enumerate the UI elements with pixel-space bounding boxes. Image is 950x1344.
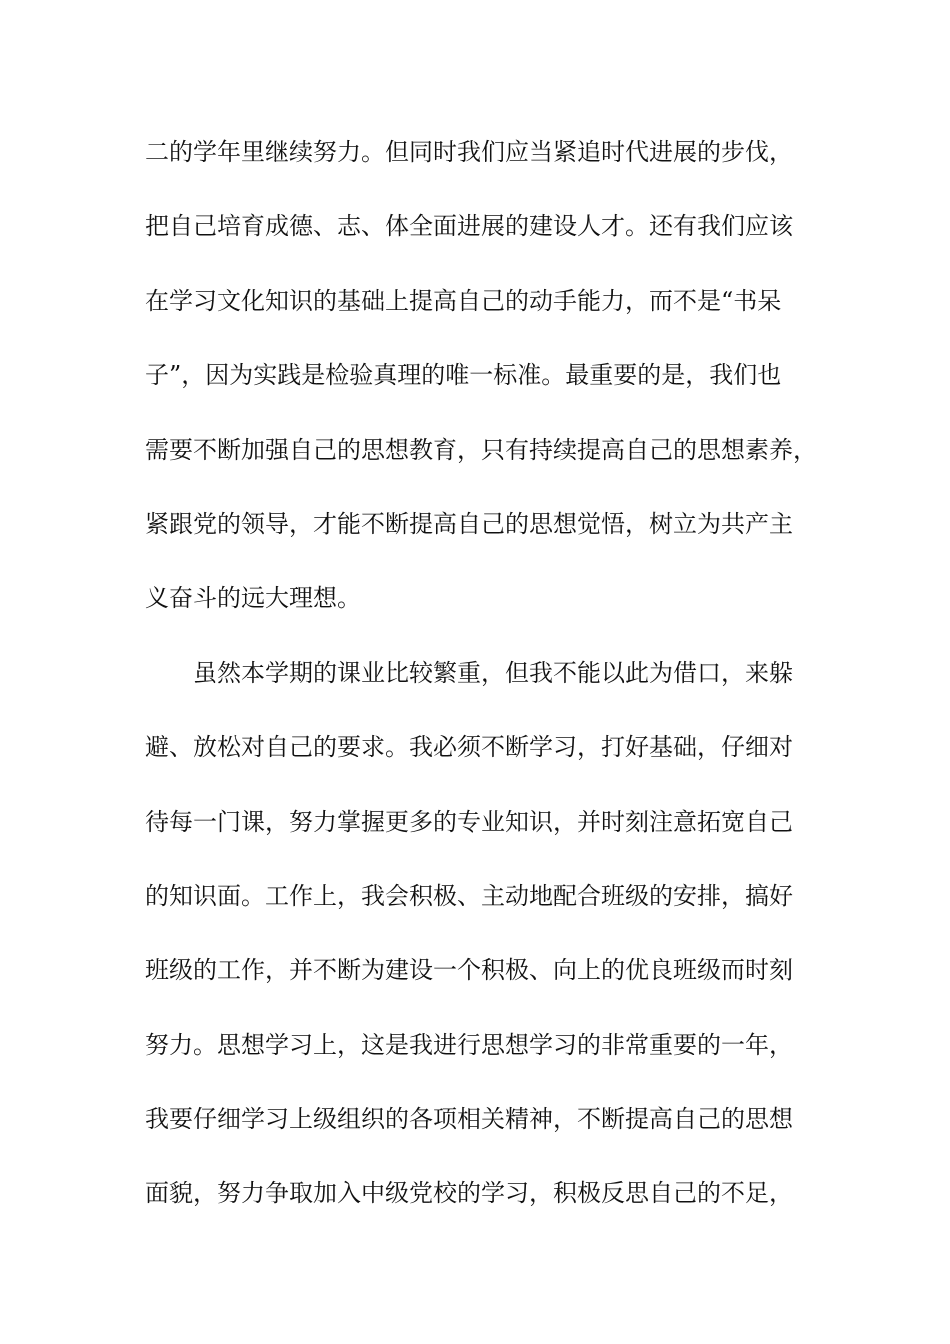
text-line-10: 待每一门课，努力掌握更多的专业知识，并时刻注意拓宽自己	[145, 807, 793, 836]
text-line-3: 在学习文化知识的基础上提高自己的动手能力，而不是“书呆	[145, 286, 782, 315]
text-line-9: 避、放松对自己的要求。我必须不断学习，打好基础，仔细对	[145, 733, 793, 762]
text-line-7: 义奋斗的远大理想。	[145, 584, 361, 613]
text-line-2: 把自己培育成德、志、体全面进展的建设人才。还有我们应该	[145, 212, 793, 241]
text-line-14: 我要仔细学习上级组织的各项相关精神，不断提高自己的思想	[145, 1105, 793, 1134]
body-text	[145, 128, 825, 1244]
text-line-4: 子”，因为实践是检验真理的唯一标准。最重要的是，我们也	[145, 361, 782, 390]
text-line-15: 面貌，努力争取加入中级党校的学习，积极反思自己的不足，	[145, 1179, 793, 1208]
paragraph-2-line-1: 虽然本学期的课业比较繁重，但我不能以此为借口，来躲	[193, 658, 793, 687]
text-line-11: 的知识面。工作上，我会积极、主动地配合班级的安排，搞好	[145, 881, 793, 910]
text-line-13: 努力。思想学习上，这是我进行思想学习的非常重要的一年，	[145, 1030, 793, 1059]
text-line-5: 需要不断加强自己的思想教育，只有持续提高自己的思想素养，	[145, 435, 817, 464]
text-line-12: 班级的工作，并不断为建设一个积极、向上的优良班级而时刻	[145, 956, 793, 985]
text-line-1: 二的学年里继续努力。但同时我们应当紧追时代进展的步伐，	[145, 138, 793, 166]
text-line-6: 紧跟党的领导，才能不断提高自己的思想觉悟，树立为共产主	[145, 509, 793, 538]
